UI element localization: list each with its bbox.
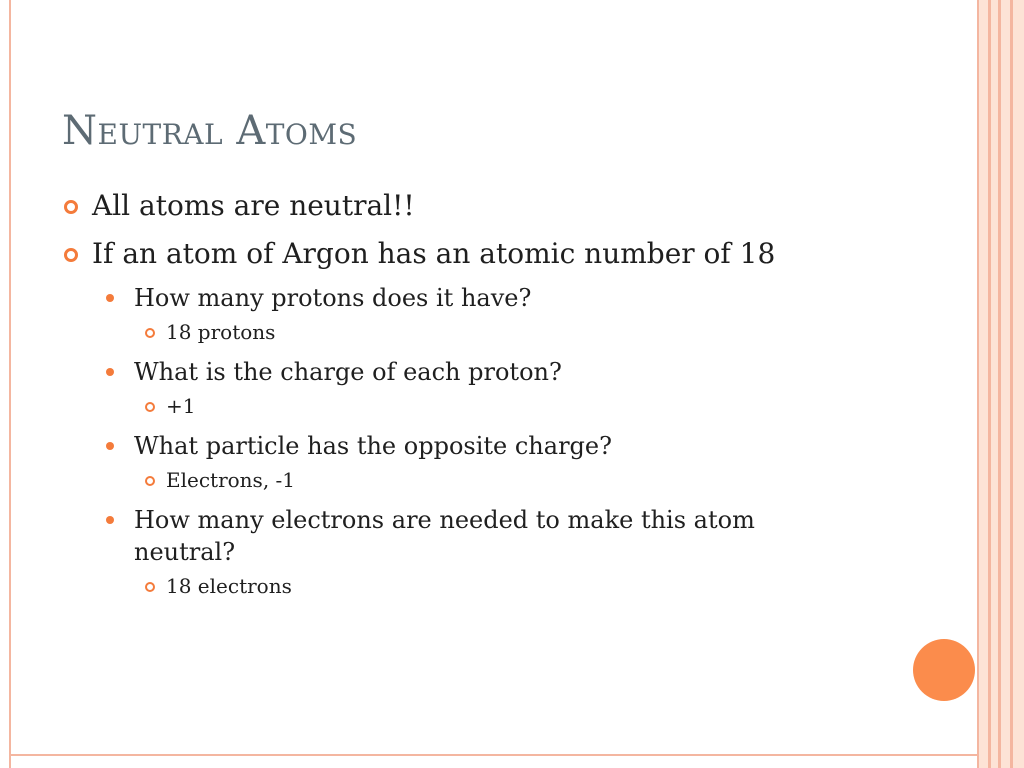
answer-item [62, 572, 862, 600]
slide-content [62, 186, 862, 610]
answer-text: Electrons, -1 [166, 468, 296, 492]
frame-bottom-line [9, 754, 979, 756]
right-decor-strip [1013, 0, 1024, 768]
right-decor-strip [1001, 0, 1010, 768]
answer-text: 18 electrons [166, 574, 292, 598]
question-text: How many protons does it have? [134, 284, 532, 312]
small-ring-bullet-icon [145, 402, 155, 412]
small-ring-bullet-icon [145, 328, 155, 338]
dot-bullet-icon [106, 368, 114, 376]
slide-title: Neutral Atoms [62, 108, 358, 154]
question-text: What particle has the opposite charge? [134, 432, 612, 460]
frame-left-line [9, 0, 11, 768]
bullet-item [62, 186, 862, 226]
right-decor-strip [991, 0, 998, 768]
small-ring-bullet-icon [145, 582, 155, 592]
answer-item [62, 392, 862, 420]
dot-bullet-icon [106, 516, 114, 524]
answer-item [62, 466, 862, 494]
question-item [62, 356, 862, 388]
answer-text: 18 protons [166, 320, 276, 344]
ring-bullet-icon [64, 200, 78, 214]
bullet-item [62, 234, 862, 274]
question-text: How many electrons are needed to make this atom neutral? [134, 506, 755, 566]
decorative-circle [913, 639, 975, 701]
question-item [62, 430, 862, 462]
question-item [62, 504, 862, 568]
dot-bullet-icon [106, 294, 114, 302]
dot-bullet-icon [106, 442, 114, 450]
ring-bullet-icon [64, 248, 78, 262]
bullet-text: All atoms are neutral!! [92, 189, 415, 222]
question-text: What is the charge of each proton? [134, 358, 562, 386]
question-item [62, 282, 862, 314]
answer-text: +1 [166, 394, 196, 418]
right-decor-strip [979, 0, 988, 768]
bullet-text: If an atom of Argon has an atomic number of 18 [92, 237, 776, 270]
small-ring-bullet-icon [145, 476, 155, 486]
answer-item [62, 318, 862, 346]
